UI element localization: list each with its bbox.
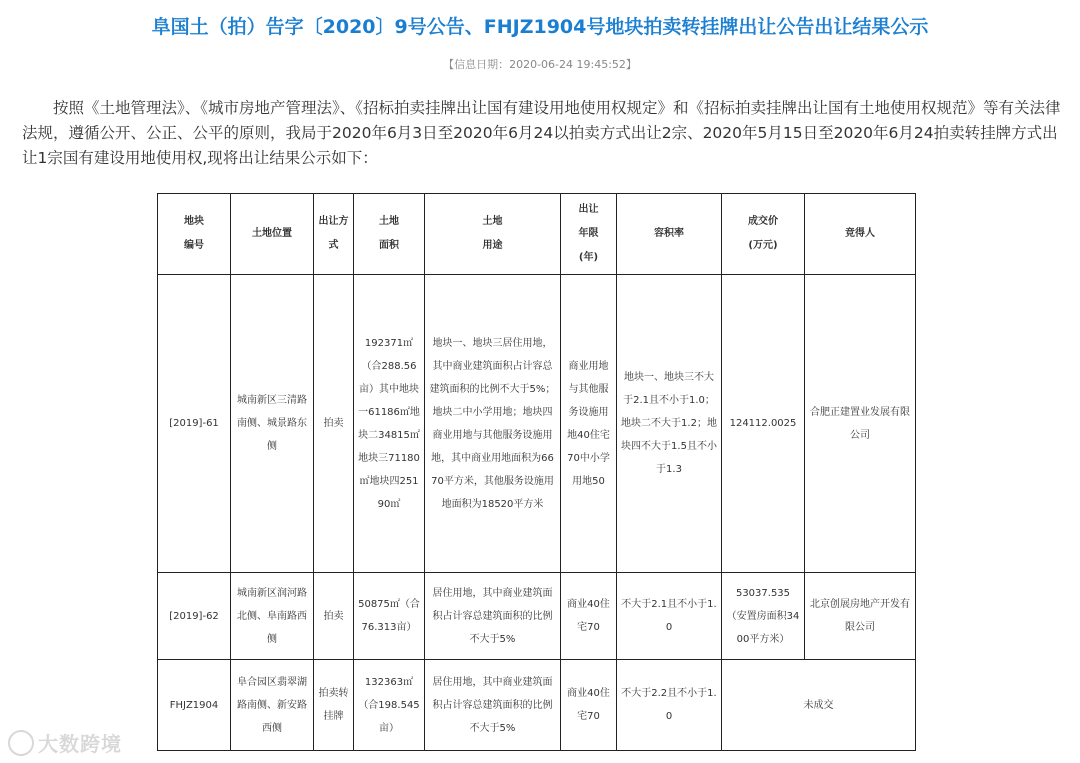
- cell-winner: 合肥正建置业发展有限公司: [805, 275, 916, 573]
- table-row: [158, 660, 916, 751]
- cell-location: 城南新区三清路南侧、城景路东侧: [231, 275, 314, 573]
- announcement-title: 阜国土（拍）告字〔2020〕9号公告、FHJZ1904号地块拍卖转挂牌出让公告出让结果公示: [151, 16, 929, 38]
- cell-far: 地块一、地块三不大于2.1且不小于1.0；地块二不大于1.2；地块四不大于1.5且不小于1.3: [617, 275, 722, 573]
- cell-use: 居住用地，其中商业建筑面积占计容总建筑面积的比例不大于5%: [425, 660, 561, 751]
- result-table: [157, 193, 916, 751]
- header-winner: 竞得人: [805, 194, 916, 275]
- header-location: 土地位置: [231, 194, 314, 275]
- cell-method: 拍卖转挂牌: [314, 660, 354, 751]
- cell-use: 居住用地，其中商业建筑面积占计容总建筑面积的比例不大于5%: [425, 573, 561, 660]
- table-row: [158, 275, 916, 573]
- table-header-row: [158, 194, 916, 275]
- cell-term: 商业用地与其他服务设施用地40住宅70中小学用地50: [561, 275, 617, 573]
- header-area: 土地 面积: [354, 194, 425, 275]
- cell-result: 未成交: [722, 660, 916, 751]
- cell-plot-id: FHJZ1904: [158, 660, 231, 751]
- watermark: [8, 728, 122, 757]
- cell-method: 拍卖: [314, 275, 354, 573]
- cell-method: 拍卖: [314, 573, 354, 660]
- cell-far: 不大于2.2且不小于1.0: [617, 660, 722, 751]
- watermark-logo-icon: [8, 730, 34, 756]
- cell-area: 132363㎡（合198.545亩）: [354, 660, 425, 751]
- cell-location: 阜合园区翡翠湖路南侧、新安路西侧: [231, 660, 314, 751]
- intro-paragraph: 按照《土地管理法》、《城市房地产管理法》、《招标拍卖挂牌出让国有建设用地使用权规定》和《招标拍卖挂牌出让国有土地使用权规范》等有关法律法规，遵循公开、公正、公平的原则，我局于2020年6月3日至2020年6月24以拍卖方式出让2宗、2020年5月15日至2020年6月24拍卖转挂牌方式出让1宗国有建设用地使用权,现将出让结果公示如下：: [22, 99, 1061, 167]
- cell-price: 53037.535（安置房面积3400平方米）: [722, 573, 805, 660]
- cell-winner: 北京创展房地产开发有限公司: [805, 573, 916, 660]
- cell-area: 50875㎡（合76.313亩）: [354, 573, 425, 660]
- cell-area: 192371㎡（合288.56亩）其中地块一61186㎡地块二34815㎡地块三71180㎡地块四25190㎡: [354, 275, 425, 573]
- cell-term: 商业40住宅70: [561, 660, 617, 751]
- cell-plot-id: [2019]-61: [158, 275, 231, 573]
- table-row: [158, 573, 916, 660]
- header-use: 土地 用途: [425, 194, 561, 275]
- header-far: 容积率: [617, 194, 722, 275]
- cell-location: 城南新区润河路北侧、阜南路西侧: [231, 573, 314, 660]
- cell-term: 商业40住宅70: [561, 573, 617, 660]
- cell-price: 124112.0025: [722, 275, 805, 573]
- header-term: 出让 年限 (年): [561, 194, 617, 275]
- watermark-text: 大数跨境: [38, 732, 122, 756]
- cell-far: 不大于2.1且不小于1.0: [617, 573, 722, 660]
- cell-plot-id: [2019]-62: [158, 573, 231, 660]
- header-plot-id: 地块 编号: [158, 194, 231, 275]
- info-date: 【信息日期：2020-06-24 19:45:52】: [443, 58, 637, 71]
- header-method: 出让方 式: [314, 194, 354, 275]
- cell-use: 地块一、地块三居住用地，其中商业建筑面积占计容总建筑面积的比例不大于5%；地块二中小学用地；地块四商业用地与其他服务设施用地，其中商业用地面积为6670平方米，其他服务设施用地面积为18520平方米: [425, 275, 561, 573]
- header-price: 成交价 (万元): [722, 194, 805, 275]
